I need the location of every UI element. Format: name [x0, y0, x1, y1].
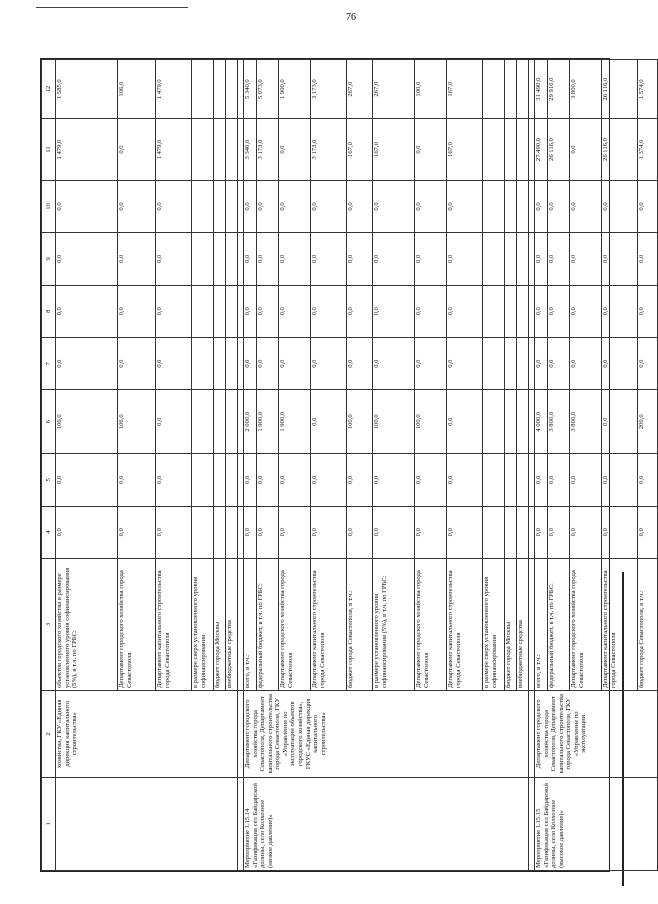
value-cell: 0,0: [570, 285, 602, 337]
value-cell: 0,0: [311, 180, 347, 232]
value-cell: 26 116,0: [602, 119, 638, 181]
value-cell: 0,0: [535, 285, 548, 337]
value-cell: 3 173,0: [311, 119, 347, 181]
value-cell: 0,0: [311, 390, 347, 454]
value-cell: 100,0: [347, 390, 373, 454]
value-cell: 0,0: [118, 285, 156, 337]
value-cell: 0,0: [570, 337, 602, 389]
funding-source-cell: Департамент городского хозяйства города Севастополя: [415, 558, 447, 690]
value-cell: [517, 233, 529, 285]
value-cell: [192, 337, 214, 389]
value-cell: [226, 454, 238, 506]
value-cell: [483, 285, 505, 337]
value-cell: 0,0: [415, 233, 447, 285]
value-cell: 0,0: [311, 506, 347, 558]
value-cell: 106,0: [118, 390, 156, 454]
value-cell: 31 490,0: [535, 60, 548, 119]
value-cell: 0,0: [447, 390, 483, 454]
value-cell: 0,0: [602, 506, 638, 558]
value-cell: 0,0: [548, 454, 570, 506]
value-cell: [483, 119, 505, 181]
value-cell: [505, 337, 517, 389]
value-cell: [226, 390, 238, 454]
value-cell: [226, 506, 238, 558]
value-cell: [192, 60, 214, 119]
value-cell: 0,0: [602, 285, 638, 337]
value-cell: 0,0: [602, 454, 638, 506]
value-cell: 1 585,0: [56, 60, 118, 119]
value-cell: [226, 285, 238, 337]
value-cell: 0,0: [244, 233, 257, 285]
value-cell: 0,0: [373, 233, 415, 285]
value-cell: [192, 233, 214, 285]
funding-source-cell: Департамент городского хозяйства города Севастополя: [570, 558, 602, 690]
executor-cell: Департамент городского хозяйства города Севастополя, Департамент капитального строительства города Севастополя, ГКУ «Управление по эксплуатации: [535, 691, 658, 778]
value-cell: [505, 233, 517, 285]
value-cell: 26 116,0: [548, 119, 570, 181]
value-cell: [505, 60, 517, 119]
value-cell: 1 574,0: [638, 60, 658, 119]
value-cell: 0,0: [447, 454, 483, 506]
value-cell: 0,0: [118, 337, 156, 389]
value-cell: 0,0: [118, 180, 156, 232]
value-cell: [517, 60, 529, 119]
value-cell: 0,0: [415, 454, 447, 506]
value-cell: [517, 390, 529, 454]
value-cell: [226, 180, 238, 232]
value-cell: 267,0: [373, 60, 415, 119]
value-cell: 3 800,0: [570, 60, 602, 119]
budget-table: [41, 59, 658, 871]
value-cell: 0,0: [415, 337, 447, 389]
value-cell: 0,0: [56, 285, 118, 337]
value-cell: 167,0: [373, 119, 415, 181]
executor-cell: Департамент городского хозяйства города Севастополя, Департамент капитального строительства города Севастополя, ГКУ «Управление по эксплуатации объектов городского хозяйства», ГКУС «Единая дирекция капитального строительства»: [244, 691, 529, 778]
value-cell: 0,0: [535, 454, 548, 506]
funding-source-cell: Департамент капитального строительства города Севастополя: [311, 558, 347, 690]
value-cell: 167,0: [447, 119, 483, 181]
value-cell: [517, 506, 529, 558]
top-rule: [36, 7, 188, 8]
value-cell: 0,0: [311, 233, 347, 285]
value-cell: 0,0: [535, 337, 548, 389]
funding-source-cell: всего, в т.ч.:: [535, 558, 548, 690]
value-cell: 0,0: [535, 233, 548, 285]
activity-cell: Мероприятие 1.15.15 «Газификация сел Байдарской долины, село Колхозное (высокое давление)»: [535, 777, 658, 870]
value-cell: [483, 390, 505, 454]
value-cell: 167,0: [347, 119, 373, 181]
value-cell: 1 479,0: [156, 60, 192, 119]
value-cell: 0,0: [347, 454, 373, 506]
value-cell: 0,0: [347, 233, 373, 285]
value-cell: [214, 506, 226, 558]
value-cell: 3 800,0: [570, 390, 602, 454]
funding-source-cell: Департамент городского хозяйства города Севастополя: [118, 558, 156, 690]
value-cell: [505, 506, 517, 558]
value-cell: 0,0: [373, 180, 415, 232]
value-cell: 0,0: [257, 285, 279, 337]
value-cell: 0,0: [244, 506, 257, 558]
value-cell: [483, 506, 505, 558]
value-cell: 0,0: [244, 454, 257, 506]
rotated-table-container: [41, 59, 645, 871]
value-cell: 0,0: [415, 180, 447, 232]
funding-source-cell: в размере установленного уровня софинансирования (5%), в т.ч. по ГРБС:: [373, 558, 415, 690]
value-cell: 0,0: [447, 285, 483, 337]
value-cell: 0,0: [373, 337, 415, 389]
value-cell: [505, 454, 517, 506]
funding-source-cell: объектов городского хозяйства в размере установленного уровня софинансирования (5%), в т.ч. по ГРБС:: [56, 558, 118, 690]
value-cell: 0,0: [279, 180, 311, 232]
value-cell: 0,0: [638, 337, 658, 389]
value-cell: [214, 454, 226, 506]
page-number: 76: [346, 12, 356, 23]
funding-source-cell: бюджет города Москвы: [505, 558, 517, 690]
value-cell: 0,0: [602, 233, 638, 285]
funding-source-cell: бюджет города Севастополя, в т.ч.:: [638, 558, 658, 690]
value-cell: [483, 60, 505, 119]
funding-source-cell: Департамент капитального строительства города Севастополя: [602, 558, 638, 690]
column-number: 11: [42, 119, 56, 181]
value-cell: 0,0: [347, 180, 373, 232]
value-cell: 0,0: [244, 337, 257, 389]
value-cell: [505, 119, 517, 181]
value-cell: 0,0: [56, 337, 118, 389]
column-number: 4: [42, 506, 56, 558]
value-cell: 200,0: [638, 390, 658, 454]
value-cell: 0,0: [279, 233, 311, 285]
value-cell: 0,0: [415, 506, 447, 558]
value-cell: 5 340,0: [244, 60, 257, 119]
column-number: 2: [42, 691, 56, 778]
value-cell: 0,0: [570, 180, 602, 232]
table-row: [56, 60, 118, 871]
activity-cell: [56, 777, 238, 870]
value-cell: [517, 119, 529, 181]
value-cell: [214, 60, 226, 119]
value-cell: 167,0: [447, 60, 483, 119]
value-cell: 0,0: [548, 233, 570, 285]
value-cell: 0,0: [279, 454, 311, 506]
value-cell: [505, 180, 517, 232]
value-cell: 0,0: [548, 285, 570, 337]
value-cell: 0,0: [347, 506, 373, 558]
value-cell: 0,0: [257, 337, 279, 389]
column-number: 1: [42, 777, 56, 870]
value-cell: 3 340,0: [244, 119, 257, 181]
funding-source-cell: бюджет города Москвы: [214, 558, 226, 690]
value-cell: [192, 180, 214, 232]
funding-source-cell: федеральный бюджет, в т.ч. по ГРБС:: [257, 558, 279, 690]
value-cell: 100,0: [373, 390, 415, 454]
value-cell: 0,0: [373, 506, 415, 558]
value-cell: 0,0: [570, 233, 602, 285]
value-cell: 0,0: [257, 180, 279, 232]
value-cell: 0,0: [244, 285, 257, 337]
value-cell: [214, 337, 226, 389]
value-cell: 0,0: [535, 506, 548, 558]
value-cell: 106,0: [56, 390, 118, 454]
value-cell: [214, 233, 226, 285]
funding-source-cell: бюджет города Севастополя, в т.ч.:: [347, 558, 373, 690]
value-cell: 0,0: [535, 180, 548, 232]
value-cell: 0,0: [279, 285, 311, 337]
column-number: 7: [42, 337, 56, 389]
value-cell: 3 800,0: [548, 390, 570, 454]
value-cell: 29 916,0: [548, 60, 570, 119]
value-cell: 0,0: [373, 285, 415, 337]
value-cell: 0,0: [118, 506, 156, 558]
value-cell: [483, 180, 505, 232]
value-cell: 0,0: [118, 233, 156, 285]
value-cell: 0,0: [347, 337, 373, 389]
column-number: 6: [42, 390, 56, 454]
value-cell: 1 900,0: [279, 390, 311, 454]
value-cell: 100,0: [415, 390, 447, 454]
value-cell: 0,0: [311, 337, 347, 389]
value-cell: 5 073,0: [257, 60, 279, 119]
value-cell: 0,0: [570, 454, 602, 506]
value-cell: 0,0: [244, 180, 257, 232]
value-cell: 0,0: [56, 506, 118, 558]
funding-source-cell: федеральный бюджет, в т.ч. по ГРБС:: [548, 558, 570, 690]
value-cell: 1 479,0: [156, 119, 192, 181]
table-row: [535, 60, 548, 871]
value-cell: 27 490,0: [535, 119, 548, 181]
column-number: 12: [42, 60, 56, 119]
value-cell: 0,0: [602, 180, 638, 232]
value-cell: 0,0: [447, 180, 483, 232]
value-cell: 0,0: [415, 285, 447, 337]
value-cell: 0,0: [56, 454, 118, 506]
value-cell: 0,0: [570, 119, 602, 181]
value-cell: [517, 337, 529, 389]
funding-source-cell: Департамент капитального строительства города Севастополя: [156, 558, 192, 690]
value-cell: 0,0: [447, 337, 483, 389]
value-cell: 0,0: [311, 285, 347, 337]
value-cell: 0,0: [311, 454, 347, 506]
column-number: 10: [42, 180, 56, 232]
value-cell: [505, 390, 517, 454]
value-cell: 0,0: [156, 506, 192, 558]
value-cell: [226, 60, 238, 119]
funding-source-cell: в размере сверх установленного уровня софинансирования: [483, 558, 505, 690]
value-cell: 0,0: [548, 337, 570, 389]
value-cell: 1 479,0: [56, 119, 118, 181]
value-cell: 1 900,0: [257, 390, 279, 454]
funding-source-cell: Департамент капитального строительства города Севастополя: [447, 558, 483, 690]
value-cell: 0,0: [257, 506, 279, 558]
value-cell: 0,0: [570, 506, 602, 558]
value-cell: [517, 180, 529, 232]
value-cell: [192, 454, 214, 506]
value-cell: 0,0: [279, 337, 311, 389]
value-cell: 0,0: [56, 180, 118, 232]
value-cell: 0,0: [279, 506, 311, 558]
value-cell: 1 374,0: [638, 119, 658, 181]
value-cell: 106,0: [118, 60, 156, 119]
value-cell: 0,0: [447, 233, 483, 285]
executor-cell: хозяйства, ГКУ «Единая дирекция капитального строительства»: [56, 691, 238, 778]
value-cell: 0,0: [447, 506, 483, 558]
value-cell: 1 900,0: [279, 60, 311, 119]
value-cell: [214, 119, 226, 181]
value-cell: [192, 285, 214, 337]
value-cell: 0,0: [638, 180, 658, 232]
value-cell: 0,0: [156, 285, 192, 337]
column-number: 3: [42, 558, 56, 690]
value-cell: [192, 506, 214, 558]
value-cell: 0,0: [156, 180, 192, 232]
value-cell: [214, 390, 226, 454]
value-cell: 3 173,0: [311, 60, 347, 119]
value-cell: 3 173,0: [257, 119, 279, 181]
value-cell: 0,0: [415, 119, 447, 181]
document-table-frame: [40, 58, 645, 872]
value-cell: 0,0: [602, 337, 638, 389]
activity-cell: Мероприятие 1.15.14 «Газификация сел Байдарской долины, село Колхозное (низкое давление)»: [244, 777, 529, 870]
value-cell: 100,0: [415, 60, 447, 119]
value-cell: [214, 285, 226, 337]
value-cell: [517, 454, 529, 506]
value-cell: [483, 454, 505, 506]
value-cell: [192, 390, 214, 454]
value-cell: 0,0: [257, 233, 279, 285]
value-cell: 26 116,0: [602, 60, 638, 119]
value-cell: 0,0: [56, 233, 118, 285]
value-cell: 0,0: [156, 390, 192, 454]
value-cell: 0,0: [602, 390, 638, 454]
value-cell: [517, 285, 529, 337]
value-cell: 0,0: [373, 454, 415, 506]
value-cell: 0,0: [638, 233, 658, 285]
value-cell: 0,0: [347, 285, 373, 337]
value-cell: 4 000,0: [535, 390, 548, 454]
column-number: 9: [42, 233, 56, 285]
funding-source-cell: в размере сверх установленного уровня софинансирования: [192, 558, 214, 690]
value-cell: 0,0: [156, 233, 192, 285]
value-cell: 0,0: [118, 119, 156, 181]
value-cell: [505, 285, 517, 337]
value-cell: 267,0: [347, 60, 373, 119]
column-number: 5: [42, 454, 56, 506]
value-cell: [483, 337, 505, 389]
value-cell: [226, 337, 238, 389]
funding-source-cell: внебюджетные средства: [226, 558, 238, 690]
value-cell: 0,0: [279, 119, 311, 181]
column-number: 8: [42, 285, 56, 337]
value-cell: [226, 233, 238, 285]
value-cell: [483, 233, 505, 285]
value-cell: 0,0: [118, 454, 156, 506]
value-cell: 0,0: [638, 285, 658, 337]
funding-source-cell: Департамент городского хозяйства города Севастополя: [279, 558, 311, 690]
value-cell: 2 000,0: [244, 390, 257, 454]
funding-source-cell: внебюджетные средства: [517, 558, 529, 690]
value-cell: 0,0: [156, 337, 192, 389]
header-row: [42, 60, 56, 871]
value-cell: [226, 119, 238, 181]
value-cell: 0,0: [548, 506, 570, 558]
table-row: [244, 60, 257, 871]
value-cell: [214, 180, 226, 232]
value-cell: 0,0: [257, 454, 279, 506]
funding-source-cell: всего, в т.ч.:: [244, 558, 257, 690]
value-cell: [192, 119, 214, 181]
value-cell: 0,0: [638, 506, 658, 558]
value-cell: 0,0: [156, 454, 192, 506]
value-cell: 0,0: [548, 180, 570, 232]
value-cell: 0,0: [638, 454, 658, 506]
